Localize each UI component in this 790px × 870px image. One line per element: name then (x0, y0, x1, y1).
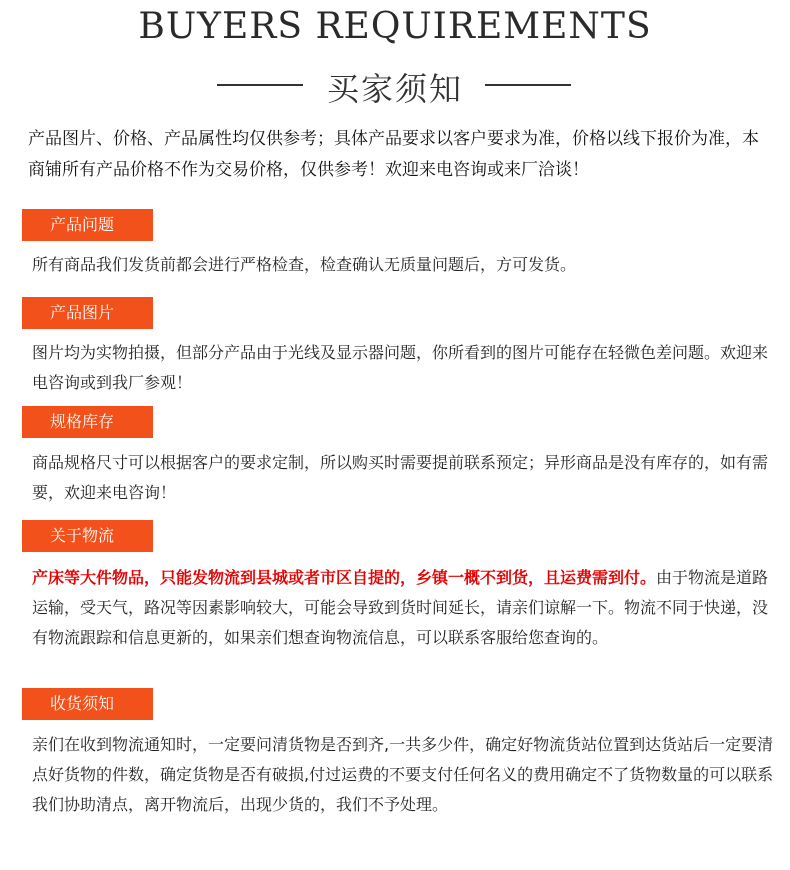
page-title-chinese: 买家须知 (326, 70, 463, 108)
section-body-logistics (32, 563, 777, 653)
section-header-product-images: 产品图片 (22, 297, 153, 329)
subtitle-row (0, 62, 790, 108)
logistics-warning: 产床等大件物品，只能发物流到县城或者市区自提的，乡镇一概不到货，且运费需到付。 (32, 568, 657, 587)
section-body-spec-stock: 商品规格尺寸可以根据客户的要求定制，所以购买时需要提前联系预定；异形商品是没有库存的，如有需要，欢迎来电咨询！ (32, 453, 769, 502)
divider-right (485, 84, 571, 86)
logistics-text: 由于物流是道路运输，受天气，路况等因素影响较大，可能会导致到货时间延长，请亲们谅解一下。物流不同于快递，没有物流跟踪和信息更新的，如果亲们想查询物流信息，可以联系客服给您查询的。 (32, 568, 769, 647)
section-header-spec-stock: 规格库存 (22, 406, 153, 438)
page-title-english: BUYERS REQUIREMENTS (138, 6, 652, 47)
section-header-product-issues: 产品问题 (22, 209, 153, 241)
intro-text: 产品图片、价格、产品属性均仅供参考；具体产品要求以客户要求为准，价格以线下报价为准，本商铺所有产品价格不作为交易价格，仅供参考！欢迎来电咨询或来厂洽谈！ (28, 129, 759, 180)
section-body-product-images: 图片均为实物拍摄，但部分产品由于光线及显示器问题，你所看到的图片可能存在轻微色差问题。欢迎来电咨询或到我厂参观！ (32, 343, 769, 392)
section-header-receiving: 收货须知 (22, 688, 153, 720)
section-header-logistics: 关于物流 (22, 520, 153, 552)
section-body-product-issues: 所有商品我们发货前都会进行严格检查，检查确认无质量问题后，方可发货。 (32, 255, 577, 274)
section-body-receiving: 亲们在收到物流通知时，一定要问清货物是否到齐,一共多少件，确定好物流货站位置到达货站后一定要清 点好货物的件数，确定货物是否有破损,付过运费的不要支付任何名义的费用确定不了货物数量的可以联系我们协助清点，离开物流后，出现少货的，我们不予处理。 (32, 735, 774, 814)
